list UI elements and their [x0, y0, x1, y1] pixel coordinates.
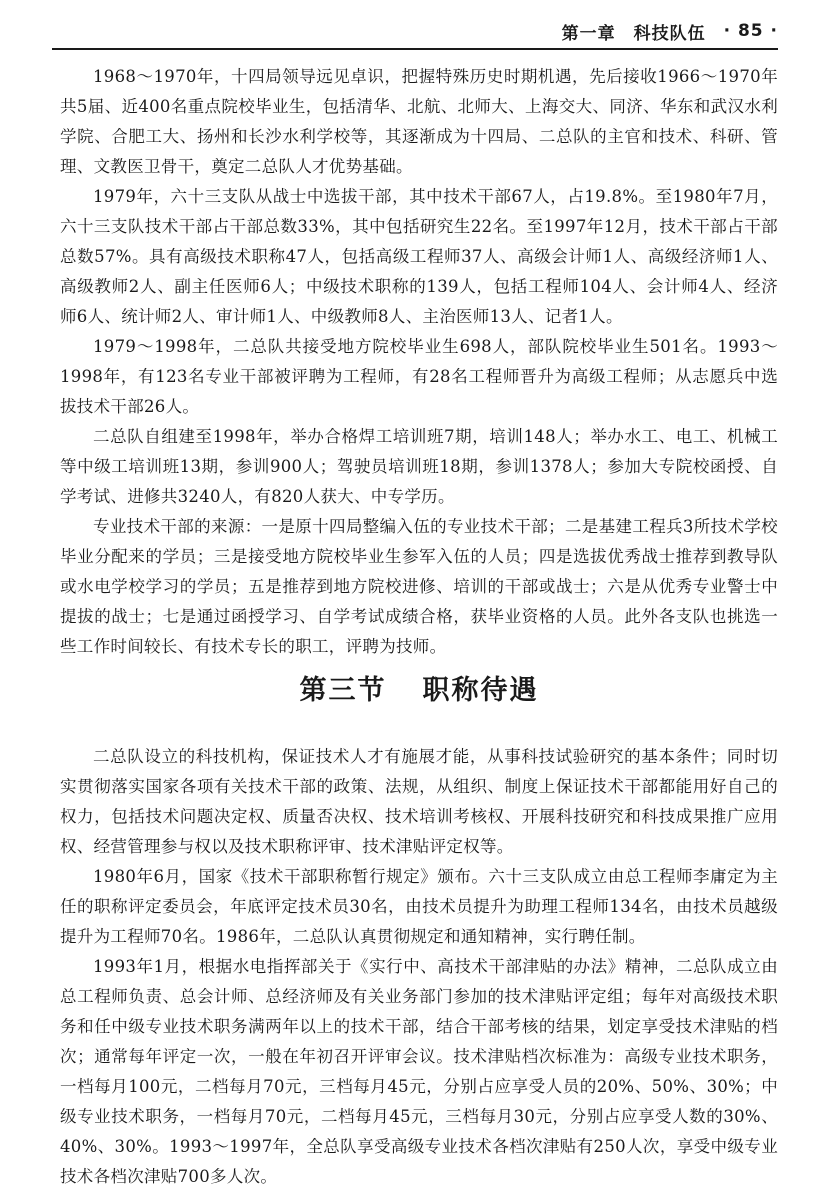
chapter-title: 科技队伍 — [633, 23, 706, 44]
paragraph: 二总队自组建至1998年，举办合格焊工培训班7期，培训148人；举办水工、电工、机械工等中级工培训班13期，参训900人；驾驶员培训班18期，参训1378人；参加大专院校函授、自学考试、进修共3240人，有820人获大、中专学历。 — [60, 427, 778, 506]
section-title-text: 职称待遇 — [422, 675, 539, 706]
section-body-title-treatment — [60, 742, 778, 1192]
paragraph: 1979～1998年，二总队共接受地方院校毕业生698人，部队院校毕业生501名。1993～1998年，有123名专业干部被评聘为工程师，有28名工程师晋升为高级工程师；从志愿兵中选拔技术干部26人。 — [60, 337, 778, 416]
paragraph: 二总队设立的科技机构，保证技术人才有施展才能，从事科技试验研究的基本条件；同时切实贯彻落实国家各项有关技术干部的政策、法规，从组织、制度上保证技术干部都能用好自己的权力，包括技术问题决定权、质量否决权、技术培训考核权、开展科技研究和科技成果推广应用权、经营管理参与权以及技术职称评审、技术津贴评定权等。 — [60, 747, 778, 856]
paragraph: 1968～1970年，十四局领导远见卓识，把握特殊历史时期机遇，先后接收1966～1970年共5届、近400名重点院校毕业生，包括清华、北航、北师大、上海交大、同济、华东和武汉水利学院、合肥工大、扬州和长沙水利学校等，其逐渐成为十四局、二总队的主官和技术、科研、管理、文教医卫骨干，奠定二总队人才优势基础。 — [60, 67, 778, 176]
chapter-number: 第一章 — [561, 23, 616, 44]
paragraph: 1993年1月，根据水电指挥部关于《实行中、高技术干部津贴的办法》精神，二总队成立由总工程师负责、总会计师、总经济师及有关业务部门参加的技术津贴评定组；每年对高级技术职务和任中级专业技术职务满两年以上的技术干部，结合干部考核的结果，划定享受技术津贴的档次；通常每年评定一次，一般在年初召开评审会议。技术津贴档次标准为：高级专业技术职务，一档每月100元，二档每月70元，三档每月45元，分别占应享受人员的20%、50%、30%；中级专业技术职务，一档每月70元，二档每月45元，三档每月30元，分别占应享受人数的30%、40%、30%。1993～1997年，全总队享受高级专业技术各档次津贴有250人次，享受中级专业技术各档次津贴700多人次。 — [60, 957, 778, 1186]
section-number: 第三节 — [299, 675, 387, 706]
paragraph: 专业技术干部的来源：一是原十四局整编入伍的专业技术干部；二是基建工程兵3所技术学校毕业分配来的学员；三是接受地方院校毕业生参军入伍的人员；四是选拔优秀战士推荐到教导队或水电学校学习的学员；五是推荐到地方院校进修、培训的干部或战士；六是从优秀专业警士中提拔的战士；七是通过函授学习、自学考试成绩合格，获毕业资格的人员。此外各支队也挑选一些工作时间较长、有技术专长的职工，评聘为技师。 — [60, 517, 778, 656]
running-header — [52, 14, 778, 50]
paragraph: 1980年6月，国家《技术干部职称暂行规定》颁布。六十三支队成立由总工程师李庸定为主任的职称评定委员会，年底评定技术员30名，由技术员提升为助理工程师134名，由技术员越级提升为工程师70名。1986年，二总队认真贯彻规定和通知精神，实行聘任制。 — [60, 867, 778, 946]
page-number: · 85 · — [723, 21, 778, 41]
section-body-staff-growth — [60, 62, 778, 662]
section-heading — [60, 668, 778, 707]
paragraph: 1979年，六十三支队从战士中选拔干部，其中技术干部67人，占19.8%。至1980年7月，六十三支队技术干部占干部总数33%，其中包括研究生22名。至1997年12月，技术干部占干部总数57%。具有高级技术职称47人，包括高级工程师37人、高级会计师1人、高级经济师1人、高级教师2人、副主任医师6人；中级技术职称的139人，包括工程师104人、会计师4人、经济师6人、统计师2人、审计师1人、中级教师8人、主治医师13人、记者1人。 — [60, 187, 778, 326]
